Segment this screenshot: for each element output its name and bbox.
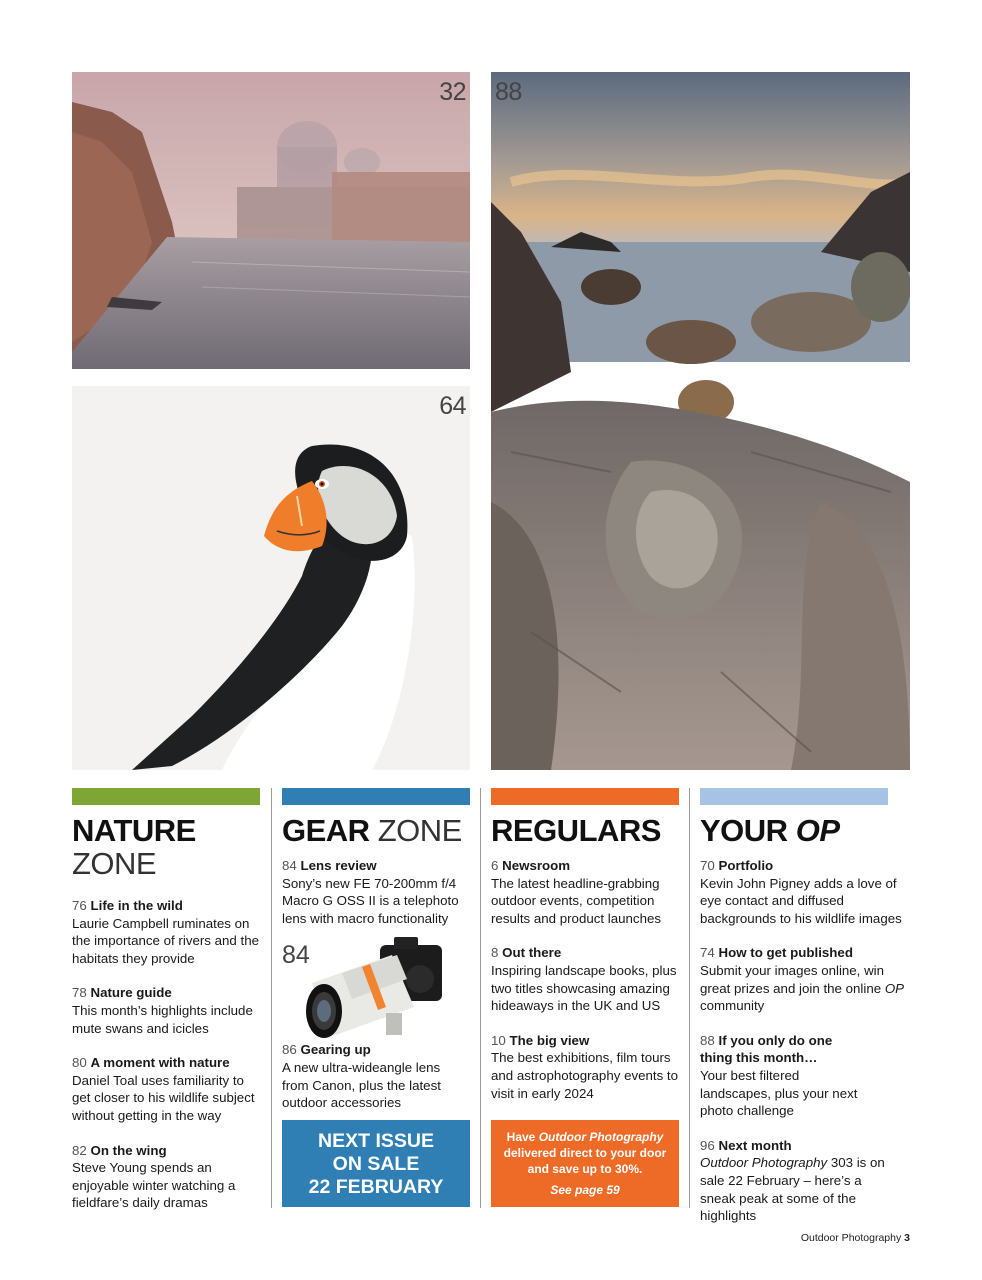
- column-divider: [271, 788, 272, 1208]
- footer-magazine-name: Outdoor Photography: [800, 1232, 902, 1244]
- contents-entry[interactable]: 86 Gearing up A new ultra-wideangle lens from Canon, plus the latest outdoor accessories: [282, 1042, 441, 1111]
- regulars-color-bar: [491, 788, 679, 805]
- coast-photo: [491, 72, 910, 770]
- nature-entries: [72, 897, 260, 1212]
- gear-zone-heading: GEAR ZONE: [282, 813, 462, 848]
- contents-entry[interactable]: 84 Lens review Sony’s new FE 70-200mm f/4 Macro G OSS II is a telephoto lens with macro functionality: [282, 858, 459, 926]
- contents-entry[interactable]: 6 Newsroom The latest headline-grabbing outdoor events, competition results and product launches: [491, 858, 662, 926]
- nature-zone-heading: NATURE ZONE: [72, 813, 196, 881]
- promo-see-page[interactable]: See page 59: [550, 1183, 620, 1197]
- regulars-entries: [491, 857, 679, 1102]
- contents-entry[interactable]: 8 Out there Inspiring landscape books, plus two titles showcasing amazing hideaways in the UK and US: [491, 945, 677, 1014]
- contents-entry[interactable]: 80 A moment with nature Daniel Toal uses familiarity to get closer to his wildlife subject without getting in the way: [72, 1055, 255, 1123]
- contents-entry[interactable]: 76 Life in the wild Laurie Campbell ruminates on the importance of rivers and the habitats they provide: [72, 898, 259, 966]
- gear-entries: [282, 857, 470, 1112]
- coast-page-number: 88: [495, 78, 522, 106]
- contents-entry[interactable]: 78 Nature guide This month’s highlights include mute swans and icicles: [72, 985, 253, 1036]
- camera-page-number: 84: [282, 941, 310, 970]
- contents-entry[interactable]: 70 Portfolio Kevin John Pigney adds a love of eye contact and diffused backgrounds to his wildlife images: [700, 858, 902, 926]
- venice-page-number: 32: [439, 78, 466, 106]
- regulars-section: [491, 788, 679, 1102]
- contents-entry[interactable]: 82 On the wing Steve Young spends an enjoyable winter watching a fieldfare’s daily dramas: [72, 1142, 236, 1211]
- puffin-page-number: 64: [439, 392, 466, 420]
- contents-entry[interactable]: 10 The big view The best exhibitions, film tours and astrophotography events to visit in early 2024: [491, 1032, 679, 1101]
- nature-color-bar: [72, 788, 260, 805]
- next-issue-banner: NEXT ISSUE ON SALE 22 FEBRUARY: [282, 1120, 470, 1207]
- your-op-color-bar: [700, 788, 888, 805]
- camera-photo: [282, 933, 470, 1041]
- your-op-entries: [700, 857, 910, 1225]
- camera-lens-icon: [302, 933, 452, 1041]
- puffin-photo: [72, 386, 470, 770]
- column-divider: [480, 788, 481, 1208]
- footer-page-number: 3: [904, 1232, 910, 1244]
- regulars-heading: REGULARS: [491, 813, 661, 848]
- nature-zone-section: [72, 788, 260, 1212]
- contents-entry[interactable]: 74 How to get published Submit your images online, win great prizes and join the online OP community: [700, 945, 905, 1014]
- page-footer: [801, 1232, 910, 1244]
- venice-photo: [72, 72, 470, 369]
- gear-zone-section: [282, 788, 470, 1112]
- your-op-heading: YOUR OP: [700, 813, 840, 848]
- gear-color-bar: [282, 788, 470, 805]
- subscription-promo[interactable]: Have Outdoor Photography delivered direct to your door and save up to 30%. See page 59: [491, 1120, 679, 1207]
- your-op-section: [700, 788, 910, 1225]
- contents-entry[interactable]: 96 Next month Outdoor Photography 303 is on sale 22 February – here’s a sneak peak at some of the highlights: [700, 1137, 885, 1224]
- column-divider: [689, 788, 690, 1208]
- contents-entry[interactable]: 88 If you only do one thing this month… Your best filtered landscapes, plus your next photo challenge: [700, 1032, 858, 1119]
